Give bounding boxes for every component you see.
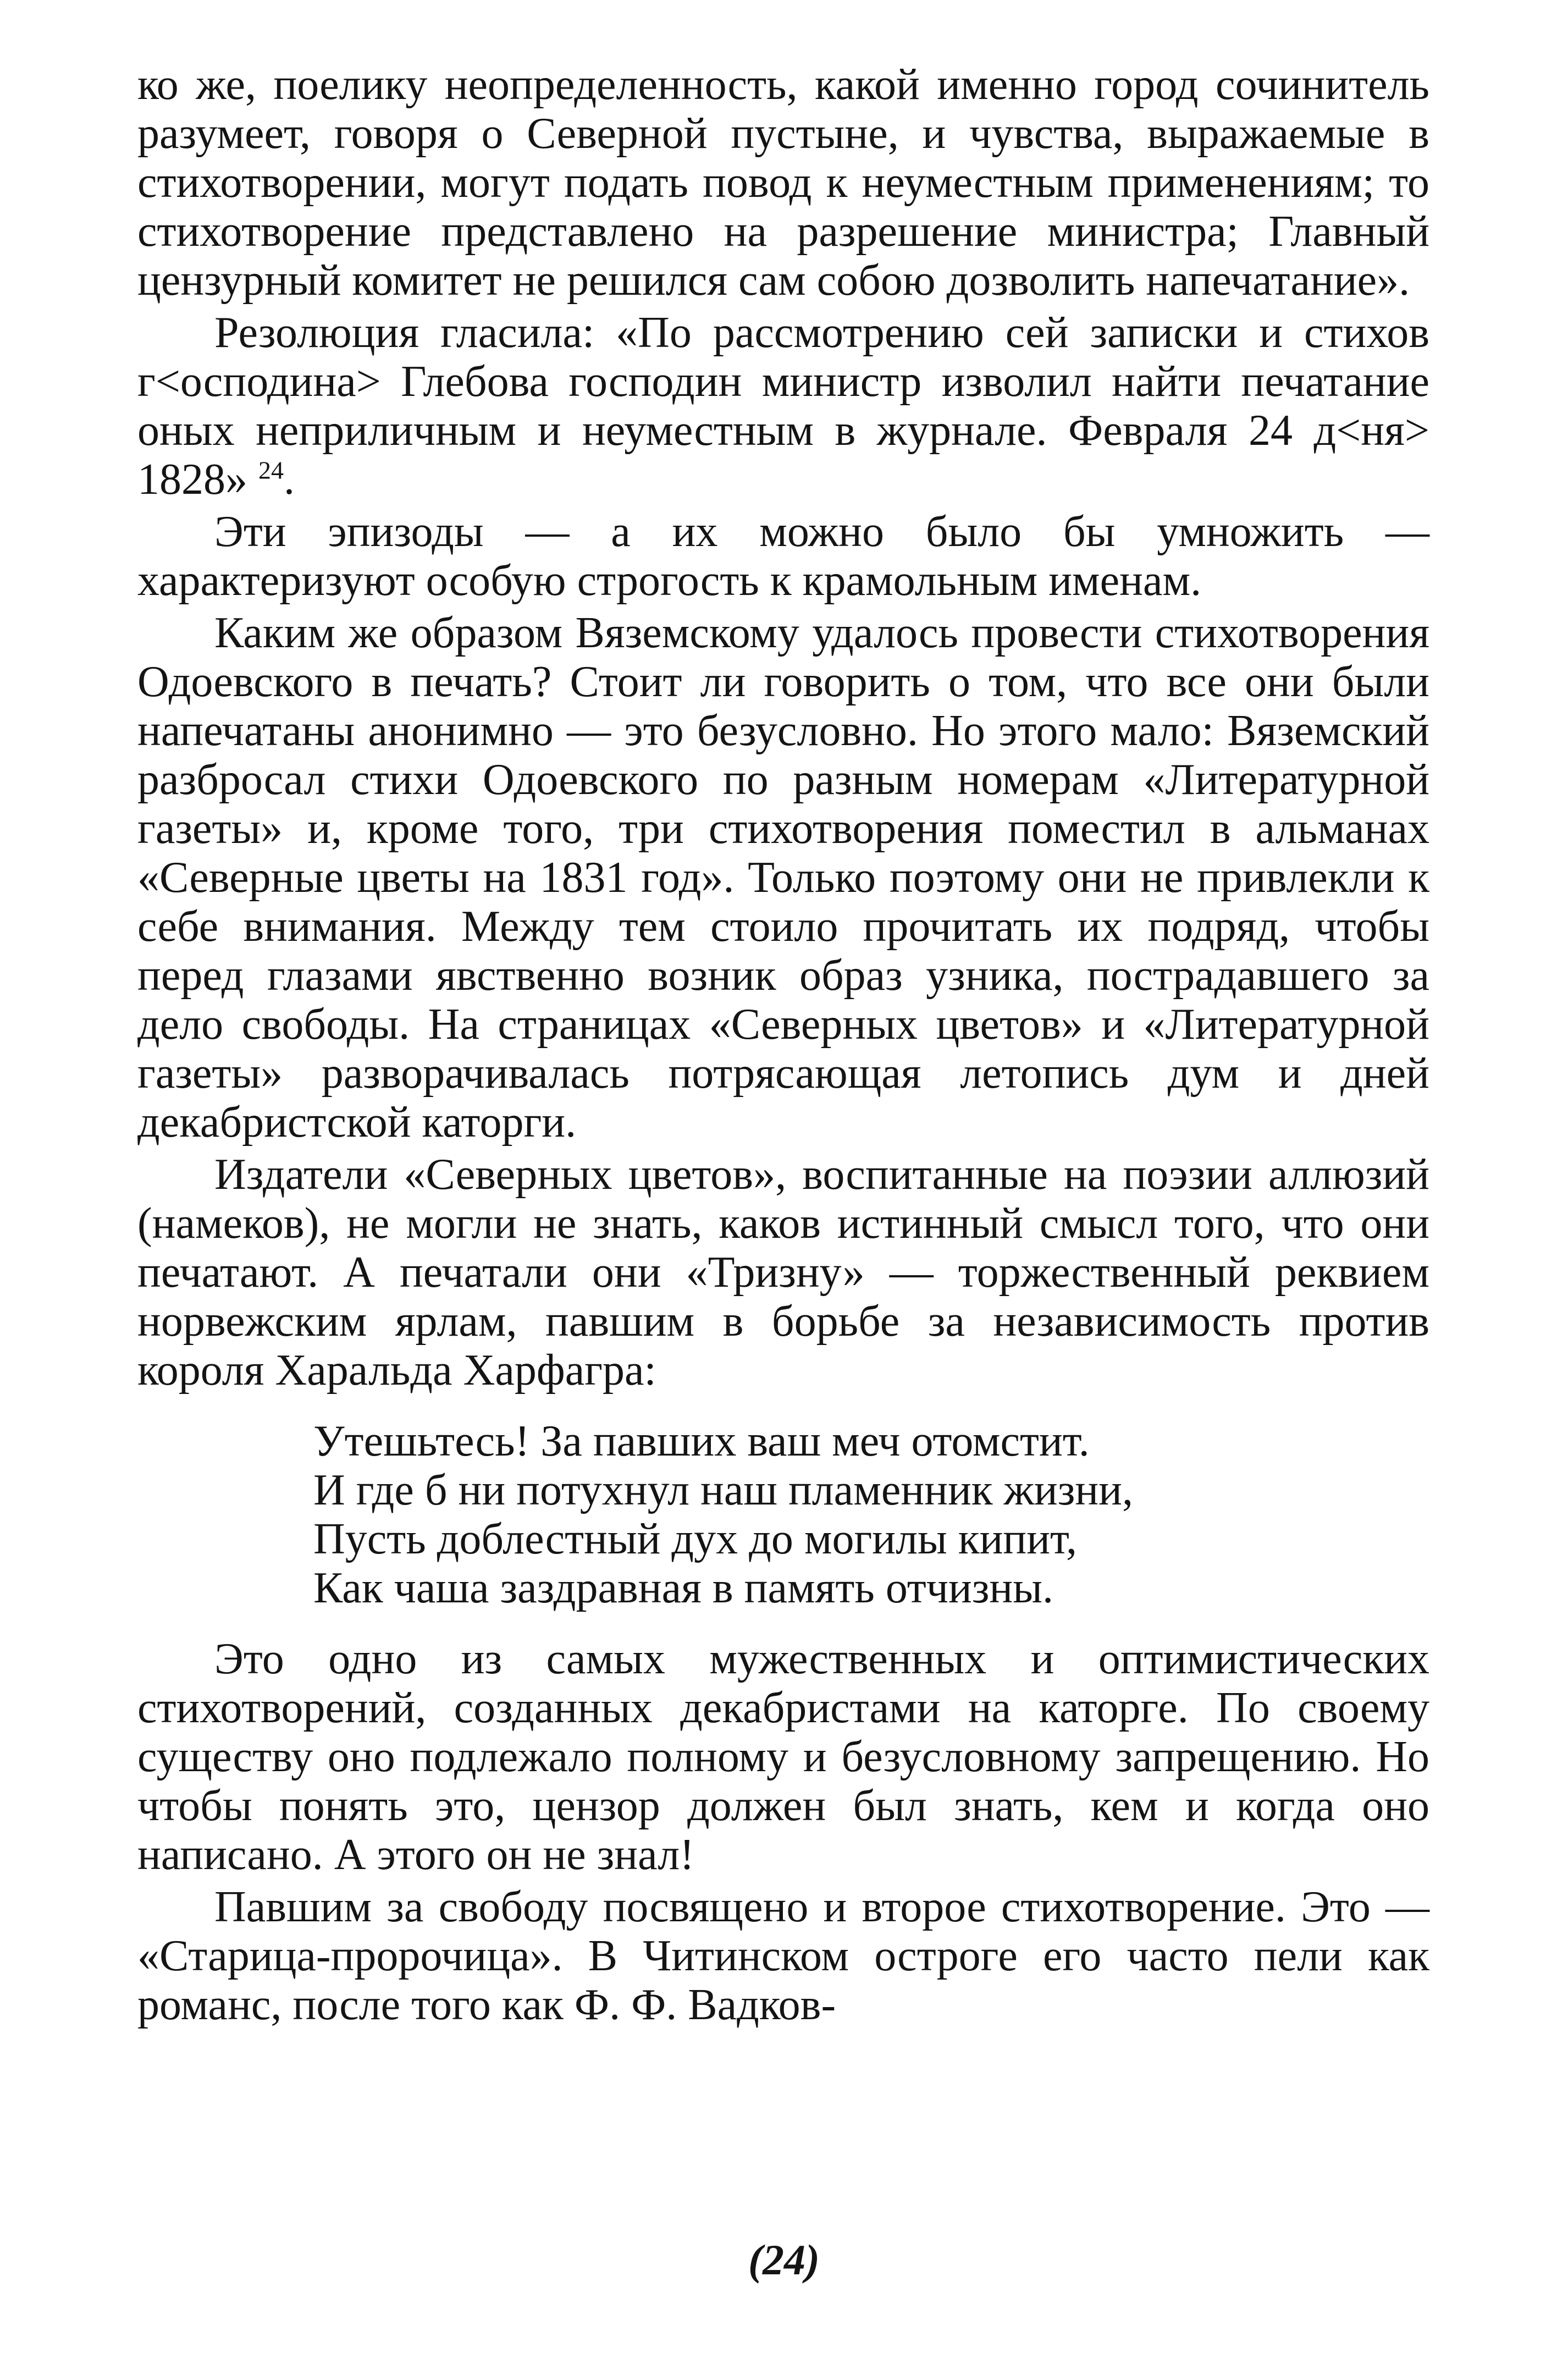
paragraph: Издатели «Северных цветов», воспитанные на поэзии аллюзий (намеков), не могли не знать, каков истинный смысл того, что они печатают. А печатали они «Тризну» — торжественный реквием норвежским ярлам, павшим в борьбе за независимость против короля Харальда Харфагра: [137,1150,1429,1395]
footnote-marker: 24 [258,456,284,484]
paragraph: ко же, поелику неопределенность, какой именно город сочинитель разумеет, говоря о Северной пустыне, и чувства, выражаемые в стихотворении, могут подать повод к неуместным применениям; то стихотворение представлено на разрешение министра; Главный цензурный комитет не решился сам собою дозволить напечатание». [137,60,1429,305]
paragraph: Каким же образом Вяземскому удалось провести стихотворения Одоевского в печать? Стоит ли говорить о том, что все они были напечатаны анонимно — это безусловно. Но этого мало: Вяземский разбросал стихи Одоевского по разным номерам «Литературной газеты» и, кроме того, три стихотворения поместил в альманах «Северные цветы на 1831 год». Только поэтому они не привлекли к себе внимания. Между тем стоило прочитать их подряд, чтобы перед глазами явственно возник образ узника, пострадавшего за дело свободы. На страницах «Северных цветов» и «Литературной газеты» разворачивалась потрясающая летопись дум и дней декабристской каторги. [137,609,1429,1147]
page-body [137,60,1429,2030]
paragraph: Это одно из самых мужественных и оптимистических стихотворений, созданных декабристами на каторге. По своему существу оно подлежало полному и безусловному запрещению. Но чтобы понять это, цензор должен был знать, кем и когда оно написано. А этого он не знал! [137,1635,1429,1879]
paragraph-tail: . [284,455,295,504]
paragraph [137,308,1429,504]
poem-line: И где б ни потухнул наш пламенник жизни, [313,1466,1133,1514]
poem-line: Как чаша заздравная в память отчизны. [313,1564,1053,1612]
paragraph: Эти эпизоды — а их можно было бы умножить — характеризуют особую строгость к крамольным именам. [137,508,1429,605]
poem-quote [313,1417,1429,1613]
poem-line: Пусть доблестный дух до могилы кипит, [313,1515,1077,1563]
paragraph-text: Резолюция гласила: «По рассмотрению сей записки и стихов г<осподина> Глебова господин министр изволил найти печатание оных неприличным и неуместным в журнале. Февраля 24 д<ня> 1828» [137,308,1429,504]
paragraph: Павшим за свободу посвящено и второе стихотворение. Это — «Старица-пророчица». В Читинском остроге его часто пели как романс, после того как Ф. Ф. Вадков- [137,1883,1429,2029]
poem-line: Утешьтесь! За павших ваш меч отомстит. [313,1417,1090,1465]
page-number: (24) [748,2236,820,2284]
